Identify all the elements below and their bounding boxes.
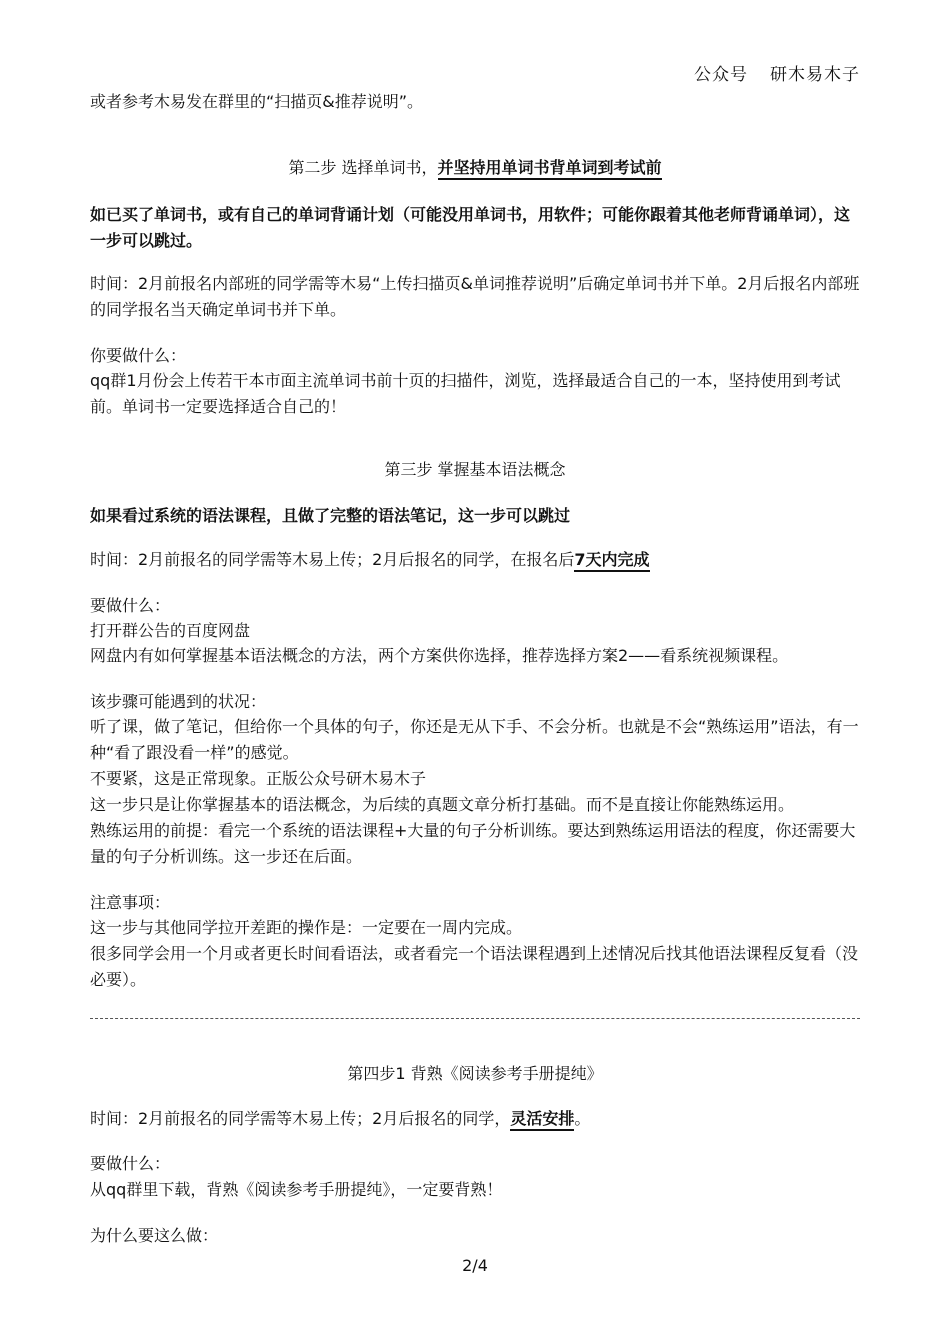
step2-todo-label: 你要做什么：	[90, 346, 187, 365]
step2-time: 时间：2月前报名内部班的同学需等木易“上传扫描页&单词推荐说明”后确定单词书并下单。2月后报名内部班的同学报名当天确定单词书并下单。	[90, 274, 860, 319]
step3-time	[90, 547, 860, 573]
intro-line: 或者参考木易发在群里的“扫描页&推荐说明”。	[90, 92, 424, 111]
page-header	[694, 60, 860, 85]
step3-notes-line1: 这一步与其他同学拉开差距的操作是：一定要在一周内完成。	[90, 918, 523, 937]
step3-notes-line2: 很多同学会用一个月或者更长时间看语法，或者看完一个语法课程遇到上述情况后找其他语法课程反复看（没必要）。	[90, 944, 859, 989]
step4-time-prefix: 时间：2月前报名的同学需等木易上传；2月后报名的同学，	[90, 1109, 511, 1128]
step3-todo-line1: 打开群公告的百度网盘	[90, 621, 251, 640]
step2-heading-prefix: 第二步 选择单词书，	[288, 158, 438, 177]
step4-why-label: 为什么要这么做：	[90, 1226, 219, 1245]
section-divider	[90, 1018, 860, 1019]
step4-todo-label: 要做什么：	[90, 1154, 171, 1173]
document-page	[90, 0, 860, 1344]
step3-situation-line4: 熟练运用的前提：看完一个系统的语法课程+大量的句子分析训练。要达到熟练运用语法的程度，你还需要大量的句子分析训练。这一步还在后面。	[90, 821, 856, 866]
step4-time-emphasis: 灵活安排	[510, 1109, 574, 1131]
account-label: 公众号	[694, 65, 748, 85]
step3-situation-line1: 听了课，做了笔记，但给你一个具体的句子，你还是无从下手、不会分析。也就是不会“熟练运用”语法，有一种“看了跟没看一样”的感觉。	[90, 717, 859, 762]
step3-situation-label: 该步骤可能遇到的状况：	[90, 692, 267, 711]
step2-skip-note: 如已买了单词书，或有自己的单词背诵计划（可能没用单词书，用软件；可能你跟着其他老师背诵单词），这一步可以跳过。	[90, 205, 851, 250]
step2-todo-text: qq群1月份会上传若干本市面主流单词书前十页的扫描件，浏览，选择最适合自己的一本，坚持使用到考试前。单词书一定要选择适合自己的！	[90, 371, 841, 416]
step4-todo-text: 从qq群里下载，背熟《阅读参考手册提纯》，一定要背熟！	[90, 1180, 503, 1199]
step3-todo-label: 要做什么：	[90, 596, 171, 615]
step2-heading-emphasis: 并坚持用单词书背单词到考试前	[438, 158, 662, 180]
step2-heading	[90, 155, 860, 181]
step3-notes-label: 注意事项：	[90, 893, 171, 912]
step4-heading: 第四步1 背熟《阅读参考手册提纯》	[347, 1064, 603, 1083]
step4-time	[90, 1106, 860, 1132]
account-name: 研木易木子	[770, 65, 860, 85]
step3-situation-line2: 不要紧，这是正常现象。正版公众号研木易木子	[90, 769, 427, 788]
step3-heading: 第三步 掌握基本语法概念	[384, 460, 566, 479]
step3-time-emphasis: 7天内完成	[574, 550, 649, 572]
step3-situation-line3: 这一步只是让你掌握基本的语法概念，为后续的真题文章分析打基础。而不是直接让你能熟练运用。	[90, 795, 795, 814]
step4-time-suffix: 。	[574, 1109, 591, 1128]
step3-todo-line2: 网盘内有如何掌握基本语法概念的方法，两个方案供你选择，推荐选择方案2——看系统视频课程。	[90, 646, 789, 665]
step3-time-prefix: 时间：2月前报名的同学需等木易上传；2月后报名的同学，在报名后	[90, 550, 575, 569]
page-number: 2/4	[462, 1256, 488, 1275]
step3-skip-note: 如果看过系统的语法课程，且做了完整的语法笔记，这一步可以跳过	[90, 506, 571, 525]
